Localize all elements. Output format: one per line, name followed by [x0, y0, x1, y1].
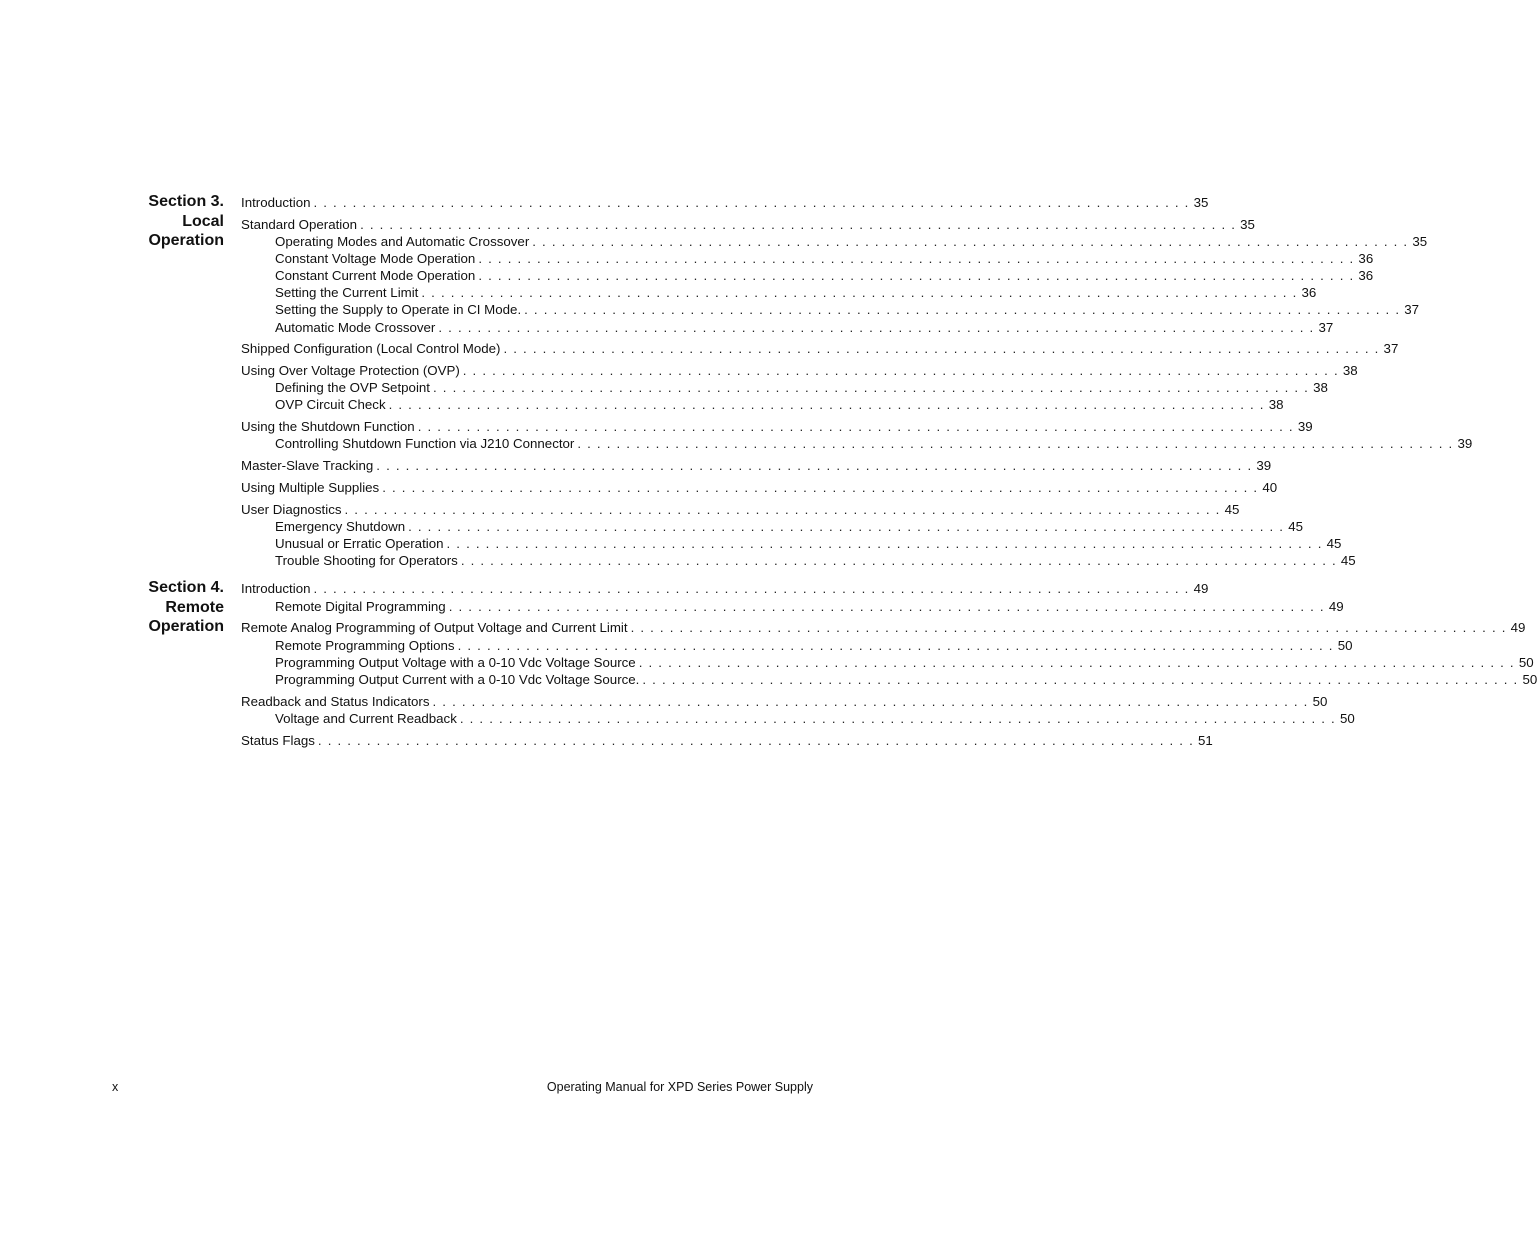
toc-entry-title: Unusual or Erratic Operation — [275, 536, 444, 551]
toc-entry[interactable] — [241, 362, 1358, 379]
dot-leader: . . . . . . . . . . . . . . . . . . . . . . . . . . . . . . . . . . . . . . . . . . . . . . . . . . . . . . . . . . . . . . . . . . . . . . . . . . . . . . . . . . . . . . . . . . — [344, 502, 1221, 517]
toc-entry-page: 35 — [1193, 195, 1209, 210]
toc-entry-page: 36 — [1301, 285, 1317, 300]
toc-entry-page: 50 — [1337, 638, 1353, 653]
toc-subentry[interactable] — [275, 301, 1420, 318]
section-number: Section 3. — [148, 193, 224, 210]
toc-subentry[interactable] — [275, 379, 1328, 396]
toc-entry-title: Using Multiple Supplies — [241, 480, 380, 495]
toc-entry-page: 37 — [1383, 341, 1399, 356]
toc-entry-page: 37 — [1318, 320, 1334, 335]
toc-entry-title: Using Over Voltage Protection (OVP) — [241, 363, 460, 378]
toc-entry-title: Remote Programming Options — [275, 638, 455, 653]
toc-entry-title: Remote Analog Programming of Output Voltage and Current Limit — [241, 620, 628, 635]
toc-subentry[interactable] — [275, 319, 1334, 336]
section-title-line: Remote — [165, 598, 224, 616]
dot-leader: . . . . . . . . . . . . . . . . . . . . . . . . . . . . . . . . . . . . . . . . . . . . . . . . . . . . . . . . . . . . . . . . . . . . . . . . . . . . . . . . . . . . . . . . . . — [446, 536, 1323, 551]
toc-subentry[interactable] — [275, 598, 1344, 615]
toc-entry-page: 50 — [1312, 694, 1328, 709]
footer-page-number: x — [112, 1080, 119, 1094]
toc-entry-title: Setting the Current Limit — [275, 285, 419, 300]
toc-entry-title: Automatic Mode Crossover — [275, 320, 436, 335]
toc-entry[interactable] — [241, 479, 1278, 496]
toc-subentry[interactable] — [275, 435, 1473, 452]
toc-entry-title: Introduction — [241, 581, 311, 596]
toc-entry-page: 36 — [1358, 251, 1374, 266]
toc-entry-page: 49 — [1328, 599, 1344, 614]
dot-leader: . . . . . . . . . . . . . . . . . . . . . . . . . . . . . . . . . . . . . . . . . . . . . . . . . . . . . . . . . . . . . . . . . . . . . . . . . . . . . . . . . . . . . . . . . . — [317, 733, 1194, 748]
toc-subentry[interactable] — [275, 535, 1342, 552]
toc-subentry[interactable] — [275, 250, 1374, 267]
dot-leader: . . . . . . . . . . . . . . . . . . . . . . . . . . . . . . . . . . . . . . . . . . . . . . . . . . . . . . . . . . . . . . . . . . . . . . . . . . . . . . . . . . . . . . . . . . — [478, 251, 1355, 266]
dot-leader: . . . . . . . . . . . . . . . . . . . . . . . . . . . . . . . . . . . . . . . . . . . . . . . . . . . . . . . . . . . . . . . . . . . . . . . . . . . . . . . . . . . . . . . . . . — [360, 217, 1237, 232]
toc-entry-title: Using the Shutdown Function — [241, 419, 415, 434]
toc-entry-title: Shipped Configuration (Local Control Mode) — [241, 341, 501, 356]
toc-entry-page: 40 — [1262, 480, 1278, 495]
toc-entry-title: Setting the Supply to Operate in CI Mode. — [275, 302, 522, 317]
toc-entry[interactable] — [241, 693, 1328, 710]
section-title-line: Operation — [148, 618, 224, 635]
toc-entry-page: 36 — [1358, 268, 1374, 283]
toc-entry-page: 39 — [1256, 458, 1272, 473]
toc-entry-title: User Diagnostics — [241, 502, 342, 517]
toc-entry[interactable] — [241, 619, 1526, 636]
toc-entry-title: Status Flags — [241, 733, 315, 748]
toc-entry-page: 45 — [1326, 536, 1342, 551]
toc-entry-page: 35 — [1412, 234, 1428, 249]
toc-entry[interactable] — [241, 732, 1213, 749]
dot-leader: . . . . . . . . . . . . . . . . . . . . . . . . . . . . . . . . . . . . . . . . . . . . . . . . . . . . . . . . . . . . . . . . . . . . . . . . . . . . . . . . . . . . . . . . . . — [382, 480, 1259, 495]
toc-subentry[interactable] — [275, 396, 1284, 413]
dot-leader: . . . . . . . . . . . . . . . . . . . . . . . . . . . . . . . . . . . . . . . . . . . . . . . . . . . . . . . . . . . . . . . . . . . . . . . . . . . . . . . . . . . . . . . . . . — [448, 599, 1325, 614]
dot-leader: . . . . . . . . . . . . . . . . . . . . . . . . . . . . . . . . . . . . . . . . . . . . . . . . . . . . . . . . . . . . . . . . . . . . . . . . . . . . . . . . . . . . . . . . . . — [438, 320, 1315, 335]
toc-entry-page: 38 — [1313, 380, 1328, 395]
toc-entry[interactable] — [241, 501, 1240, 518]
toc-entry-page: 49 — [1193, 581, 1209, 596]
dot-leader: . . . . . . . . . . . . . . . . . . . . . . . . . . . . . . . . . . . . . . . . . . . . . . . . . . . . . . . . . . . . . . . . . . . . . . . . . . . . . . . . . . . . . . . . . . — [462, 363, 1339, 378]
toc-entry-page: 45 — [1340, 553, 1356, 568]
toc-entry-title: Voltage and Current Readback — [275, 711, 457, 726]
toc-entry-title: Operating Modes and Automatic Crossover — [275, 234, 530, 249]
toc-entry-title: OVP Circuit Check — [275, 397, 386, 412]
dot-leader: . . . . . . . . . . . . . . . . . . . . . . . . . . . . . . . . . . . . . . . . . . . . . . . . . . . . . . . . . . . . . . . . . . . . . . . . . . . . . . . . . . . . . . . . . . — [524, 302, 1401, 317]
dot-leader: . . . . . . . . . . . . . . . . . . . . . . . . . . . . . . . . . . . . . . . . . . . . . . . . . . . . . . . . . . . . . . . . . . . . . . . . . . . . . . . . . . . . . . . . . . — [532, 234, 1409, 249]
dot-leader: . . . . . . . . . . . . . . . . . . . . . . . . . . . . . . . . . . . . . . . . . . . . . . . . . . . . . . . . . . . . . . . . . . . . . . . . . . . . . . . . . . . . . . . . . . — [459, 711, 1336, 726]
dot-leader: . . . . . . . . . . . . . . . . . . . . . . . . . . . . . . . . . . . . . . . . . . . . . . . . . . . . . . . . . . . . . . . . . . . . . . . . . . . . . . . . . . . . . . . . . . — [313, 195, 1190, 210]
dot-leader: . . . . . . . . . . . . . . . . . . . . . . . . . . . . . . . . . . . . . . . . . . . . . . . . . . . . . . . . . . . . . . . . . . . . . . . . . . . . . . . . . . . . . . . . . . — [432, 694, 1309, 709]
toc-entry-title: Emergency Shutdown — [275, 519, 406, 534]
toc-subentry[interactable] — [275, 637, 1353, 654]
toc-entry-title: Readback and Status Indicators — [241, 694, 430, 709]
dot-leader: . . . . . . . . . . . . . . . . . . . . . . . . . . . . . . . . . . . . . . . . . . . . . . . . . . . . . . . . . . . . . . . . . . . . . . . . . . . . . . . . . . . . . . . . . . — [421, 285, 1298, 300]
dot-leader: . . . . . . . . . . . . . . . . . . . . . . . . . . . . . . . . . . . . . . . . . . . . . . . . . . . . . . . . . . . . . . . . . . . . . . . . . . . . . . . . . . . . . . . . . . — [630, 620, 1507, 635]
toc-entry-title: Constant Voltage Mode Operation — [275, 251, 476, 266]
toc-entry-page: 45 — [1288, 519, 1303, 534]
toc-entry-title: Defining the OVP Setpoint — [275, 380, 430, 395]
dot-leader: . . . . . . . . . . . . . . . . . . . . . . . . . . . . . . . . . . . . . . . . . . . . . . . . . . . . . . . . . . . . . . . . . . . . . . . . . . . . . . . . . . . . . . . . . . — [503, 341, 1380, 356]
toc-entry-title: Programming Output Voltage with a 0-10 Vdc Voltage Source — [275, 655, 636, 670]
toc-entry-page: 38 — [1342, 363, 1358, 378]
toc-subentry[interactable] — [275, 671, 1537, 688]
toc-entry-page: 51 — [1198, 733, 1213, 748]
toc-subentry[interactable] — [275, 284, 1317, 301]
toc-entry-page: 39 — [1297, 419, 1313, 434]
toc-entry-page: 45 — [1224, 502, 1240, 517]
section-4-heading — [100, 578, 224, 637]
dot-leader: . . . . . . . . . . . . . . . . . . . . . . . . . . . . . . . . . . . . . . . . . . . . . . . . . . . . . . . . . . . . . . . . . . . . . . . . . . . . . . . . . . . . . . . . . . — [638, 655, 1515, 670]
toc-entry-page: 38 — [1268, 397, 1284, 412]
toc-entry-page: 49 — [1510, 620, 1526, 635]
toc-entry-page: 35 — [1240, 217, 1255, 232]
dot-leader: . . . . . . . . . . . . . . . . . . . . . . . . . . . . . . . . . . . . . . . . . . . . . . . . . . . . . . . . . . . . . . . . . . . . . . . . . . . . . . . . . . . . . . . . . . — [376, 458, 1253, 473]
toc-entry-page: 50 — [1522, 672, 1537, 687]
toc-entry-title: Controlling Shutdown Function via J210 Connector — [275, 436, 575, 451]
toc-subentry[interactable] — [275, 552, 1356, 569]
section-title-line: Local — [182, 212, 224, 230]
toc-entry[interactable] — [241, 216, 1255, 233]
section-3-heading — [100, 192, 224, 251]
dot-leader: . . . . . . . . . . . . . . . . . . . . . . . . . . . . . . . . . . . . . . . . . . . . . . . . . . . . . . . . . . . . . . . . . . . . . . . . . . . . . . . . . . . . . . . . . . — [313, 581, 1190, 596]
toc-entry-title: Remote Digital Programming — [275, 599, 446, 614]
footer-document-title: Operating Manual for XPD Series Power Supply — [546, 1080, 813, 1094]
toc-entry-title: Programming Output Current with a 0-10 Vdc Voltage Source. — [275, 672, 640, 687]
toc-entry[interactable] — [241, 418, 1313, 435]
toc-subentry[interactable] — [275, 233, 1428, 250]
dot-leader: . . . . . . . . . . . . . . . . . . . . . . . . . . . . . . . . . . . . . . . . . . . . . . . . . . . . . . . . . . . . . . . . . . . . . . . . . . . . . . . . . . . . . . . . . . — [457, 638, 1334, 653]
toc-entry-title: Constant Current Mode Operation — [275, 268, 476, 283]
toc-entry-title: Standard Operation — [241, 217, 358, 232]
dot-leader: . . . . . . . . . . . . . . . . . . . . . . . . . . . . . . . . . . . . . . . . . . . . . . . . . . . . . . . . . . . . . . . . . . . . . . . . . . . . . . . . . . . . . . . . . . — [433, 380, 1310, 395]
toc-entry-page: 37 — [1404, 302, 1420, 317]
toc-entry-page: 39 — [1457, 436, 1473, 451]
section-number: Section 4. — [148, 579, 224, 596]
toc-subentry[interactable] — [275, 654, 1534, 671]
dot-leader: . . . . . . . . . . . . . . . . . . . . . . . . . . . . . . . . . . . . . . . . . . . . . . . . . . . . . . . . . . . . . . . . . . . . . . . . . . . . . . . . . . . . . . . . . . — [577, 436, 1454, 451]
toc-entry-page: 50 — [1339, 711, 1355, 726]
toc-subentry[interactable] — [275, 710, 1355, 727]
dot-leader: . . . . . . . . . . . . . . . . . . . . . . . . . . . . . . . . . . . . . . . . . . . . . . . . . . . . . . . . . . . . . . . . . . . . . . . . . . . . . . . . . . . . . . . . . . — [642, 672, 1519, 687]
toc-entry[interactable] — [241, 457, 1272, 474]
toc-entry-title: Trouble Shooting for Operators — [275, 553, 458, 568]
dot-leader: . . . . . . . . . . . . . . . . . . . . . . . . . . . . . . . . . . . . . . . . . . . . . . . . . . . . . . . . . . . . . . . . . . . . . . . . . . . . . . . . . . . . . . . . . . — [408, 519, 1285, 534]
toc-subentry[interactable] — [275, 518, 1303, 535]
toc-entry[interactable] — [241, 340, 1399, 357]
toc-entry-title: Introduction — [241, 195, 311, 210]
toc-entry[interactable] — [241, 194, 1209, 211]
toc-entry-title: Master-Slave Tracking — [241, 458, 374, 473]
section-title-line: Operation — [148, 232, 224, 249]
dot-leader: . . . . . . . . . . . . . . . . . . . . . . . . . . . . . . . . . . . . . . . . . . . . . . . . . . . . . . . . . . . . . . . . . . . . . . . . . . . . . . . . . . . . . . . . . . — [478, 268, 1355, 283]
toc-subentry[interactable] — [275, 267, 1374, 284]
toc-entry-page: 50 — [1518, 655, 1534, 670]
dot-leader: . . . . . . . . . . . . . . . . . . . . . . . . . . . . . . . . . . . . . . . . . . . . . . . . . . . . . . . . . . . . . . . . . . . . . . . . . . . . . . . . . . . . . . . . . . — [460, 553, 1337, 568]
dot-leader: . . . . . . . . . . . . . . . . . . . . . . . . . . . . . . . . . . . . . . . . . . . . . . . . . . . . . . . . . . . . . . . . . . . . . . . . . . . . . . . . . . . . . . . . . . — [417, 419, 1294, 434]
dot-leader: . . . . . . . . . . . . . . . . . . . . . . . . . . . . . . . . . . . . . . . . . . . . . . . . . . . . . . . . . . . . . . . . . . . . . . . . . . . . . . . . . . . . . . . . . . — [388, 397, 1265, 412]
toc-entry[interactable] — [241, 580, 1209, 597]
